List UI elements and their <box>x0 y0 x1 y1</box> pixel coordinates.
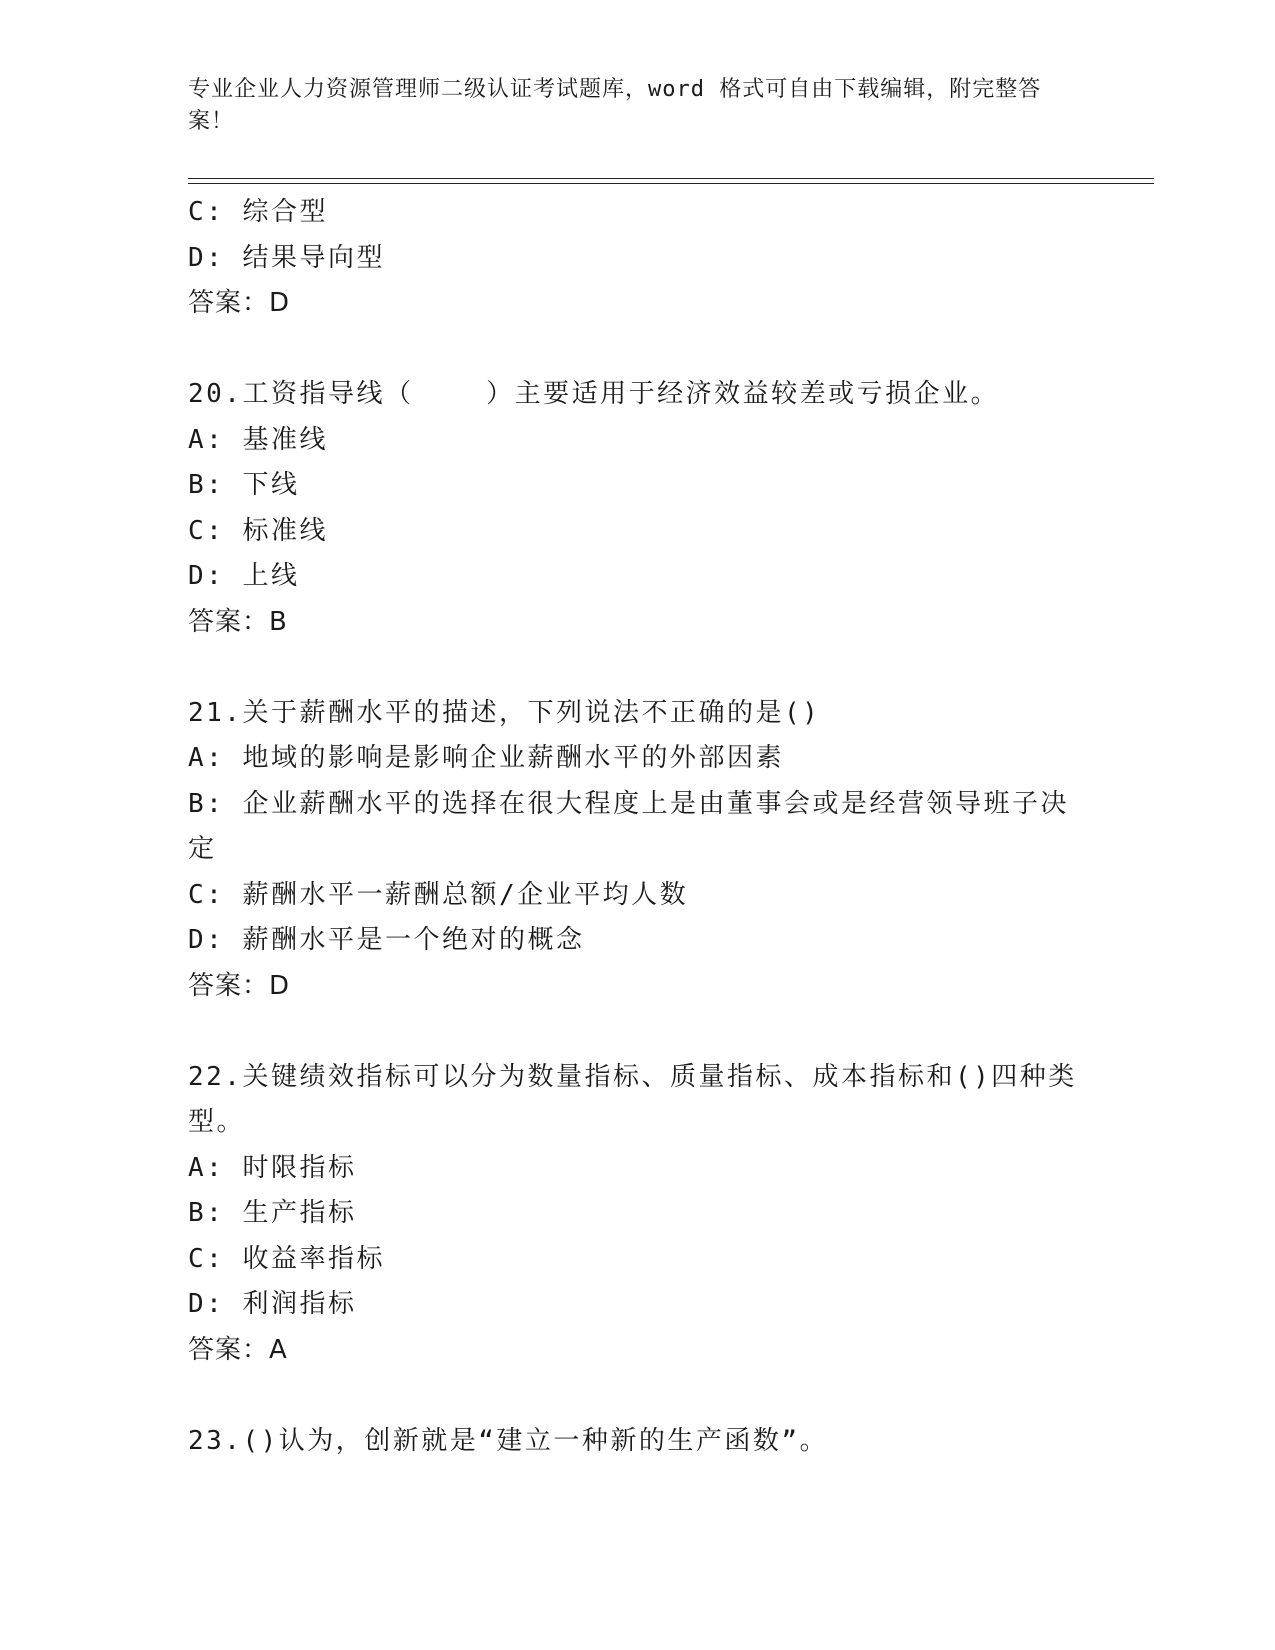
answer-line: 答案：D <box>188 288 291 318</box>
question-text: 22.关键绩效指标可以分为数量指标、质量指标、成本指标和()四种类型。 <box>188 1061 1077 1137</box>
header-divider-top <box>188 178 1154 179</box>
question-text: 20.工资指导线（ ）主要适用于经济效益较差或亏损企业。 <box>188 379 1000 409</box>
question-22 <box>188 1055 1088 1374</box>
option-b: B: 下线 <box>188 470 300 500</box>
question-text: 21.关于薪酬水平的描述，下列说法不正确的是() <box>188 697 821 728</box>
option-d: D: 利润指标 <box>188 1289 357 1319</box>
option-c: C: 综合型 <box>188 197 328 227</box>
answer-line: 答案：A <box>188 1334 288 1365</box>
option-a: A: 时限指标 <box>188 1152 357 1183</box>
option-d: D: 薪酬水平是一个绝对的概念 <box>188 925 585 955</box>
option-c: C: 薪酬水平一薪酬总额/企业平均人数 <box>188 879 689 910</box>
option-a: A: 基准线 <box>188 424 328 455</box>
question-20 <box>188 372 1088 645</box>
header-divider-bottom <box>188 183 1154 184</box>
header-text: 专业企业人力资源管理师二级认证考试题库，word 格式可自由下载编辑，附完整答案！ <box>188 77 1042 134</box>
spacer <box>188 1373 1088 1419</box>
answer-line: 答案：B <box>188 606 288 637</box>
spacer <box>188 327 1088 373</box>
option-c: C: 收益率指标 <box>188 1243 385 1274</box>
option-a: A: 地域的影响是影响企业薪酬水平的外部因素 <box>188 743 784 773</box>
question-19-tail <box>188 190 1088 327</box>
question-list <box>188 190 1088 1464</box>
question-23 <box>188 1419 1088 1465</box>
option-c: C: 标准线 <box>188 515 328 546</box>
spacer <box>188 1009 1088 1055</box>
question-21 <box>188 691 1088 1010</box>
answer-line: 答案：D <box>188 970 291 1001</box>
option-d: D: 上线 <box>188 561 300 591</box>
option-b: B: 生产指标 <box>188 1198 357 1228</box>
option-d: D: 结果导向型 <box>188 242 385 273</box>
option-b: B: 企业薪酬水平的选择在很大程度上是由董事会或是经营领导班子决定 <box>188 788 1069 864</box>
page-header <box>188 74 1068 138</box>
question-text: 23.()认为，创新就是“建立一种新的生产函数”。 <box>188 1425 829 1456</box>
spacer <box>188 645 1088 691</box>
